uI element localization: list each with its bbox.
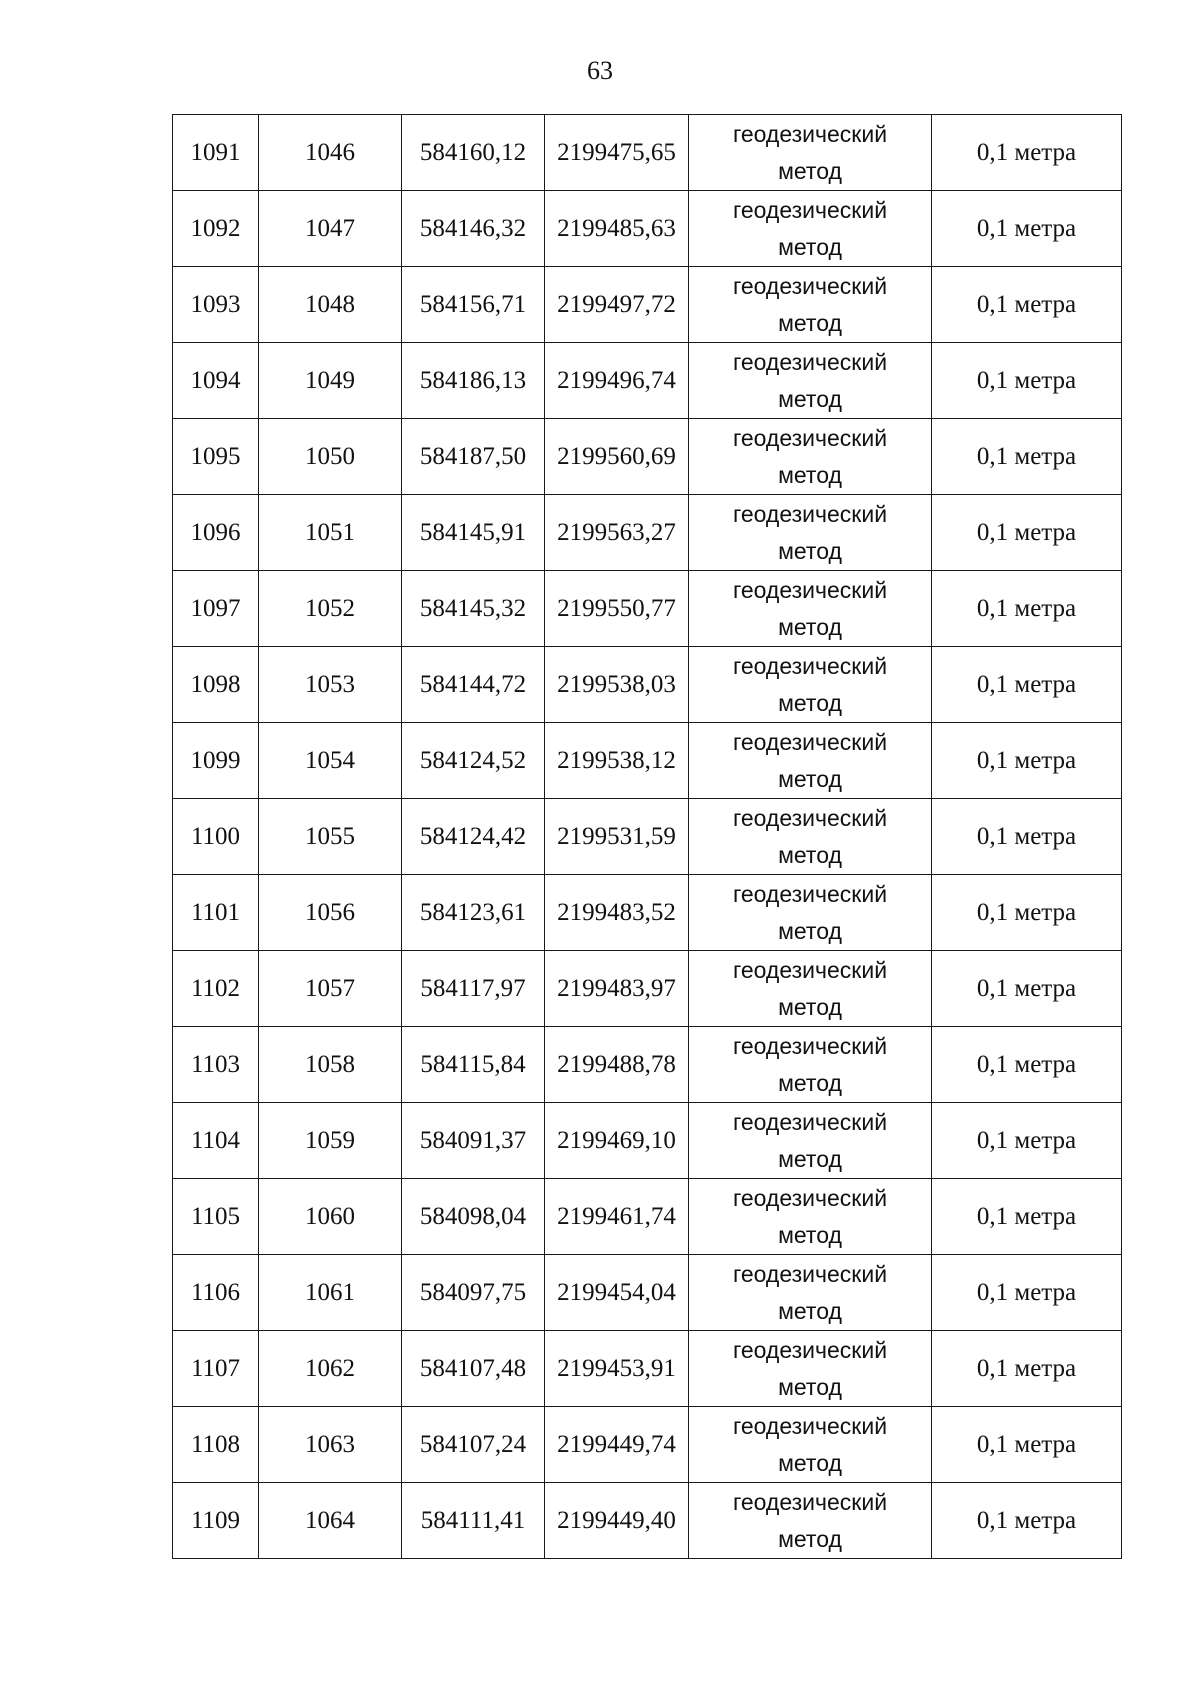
table-row [173,343,1122,419]
method-line-2: метод [778,1297,842,1324]
row-number-cell: 1104 [173,1103,259,1179]
method-cell [689,115,932,191]
table-row [173,1407,1122,1483]
point-number-cell: 1061 [259,1255,402,1331]
table-row [173,1331,1122,1407]
point-number-cell: 1059 [259,1103,402,1179]
accuracy-cell: 0,1 метра [932,1179,1122,1255]
y-coordinate-cell: 2199454,04 [545,1255,689,1331]
y-coordinate-cell: 2199449,40 [545,1483,689,1559]
y-coordinate-cell: 2199550,77 [545,571,689,647]
x-coordinate-cell: 584145,32 [402,571,545,647]
method-line-1: геодезический [732,196,888,223]
point-number-cell: 1058 [259,1027,402,1103]
accuracy-cell: 0,1 метра [932,1103,1122,1179]
method-line-1: геодезический [732,1184,888,1211]
accuracy-cell: 0,1 метра [932,191,1122,267]
row-number-cell: 1106 [173,1255,259,1331]
method-line-2: метод [778,461,842,488]
x-coordinate-cell: 584124,52 [402,723,545,799]
table-row [173,1103,1122,1179]
method-cell [689,1179,932,1255]
point-number-cell: 1057 [259,951,402,1027]
x-coordinate-cell: 584115,84 [402,1027,545,1103]
point-number-cell: 1053 [259,647,402,723]
table-row [173,495,1122,571]
y-coordinate-cell: 2199475,65 [545,115,689,191]
accuracy-cell: 0,1 метра [932,951,1122,1027]
method-line-1: геодезический [732,576,888,603]
method-line-1: геодезический [732,120,888,147]
table-row [173,1027,1122,1103]
method-cell [689,951,932,1027]
x-coordinate-cell: 584107,48 [402,1331,545,1407]
table-row [173,419,1122,495]
x-coordinate-cell: 584160,12 [402,115,545,191]
row-number-cell: 1094 [173,343,259,419]
accuracy-cell: 0,1 метра [932,1255,1122,1331]
y-coordinate-cell: 2199538,03 [545,647,689,723]
point-number-cell: 1046 [259,115,402,191]
point-number-cell: 1064 [259,1483,402,1559]
method-cell [689,343,932,419]
method-line-1: геодезический [732,1336,888,1363]
method-line-2: метод [778,613,842,640]
row-number-cell: 1097 [173,571,259,647]
method-line-2: метод [778,841,842,868]
page-number: 63 [587,56,613,85]
y-coordinate-cell: 2199538,12 [545,723,689,799]
method-line-2: метод [778,385,842,412]
y-coordinate-cell: 2199461,74 [545,1179,689,1255]
method-line-2: метод [778,1145,842,1172]
method-line-1: геодезический [732,652,888,679]
row-number-cell: 1091 [173,115,259,191]
row-number-cell: 1095 [173,419,259,495]
method-cell [689,571,932,647]
table-row [173,115,1122,191]
accuracy-cell: 0,1 метра [932,875,1122,951]
row-number-cell: 1109 [173,1483,259,1559]
method-line-1: геодезический [732,1260,888,1287]
method-cell [689,1331,932,1407]
row-number-cell: 1102 [173,951,259,1027]
y-coordinate-cell: 2199497,72 [545,267,689,343]
row-number-cell: 1098 [173,647,259,723]
method-cell [689,1407,932,1483]
x-coordinate-cell: 584146,32 [402,191,545,267]
y-coordinate-cell: 2199563,27 [545,495,689,571]
method-line-1: геодезический [732,1488,888,1515]
y-coordinate-cell: 2199453,91 [545,1331,689,1407]
accuracy-cell: 0,1 метра [932,1331,1122,1407]
accuracy-cell: 0,1 метра [932,799,1122,875]
method-cell [689,875,932,951]
x-coordinate-cell: 584145,91 [402,495,545,571]
row-number-cell: 1105 [173,1179,259,1255]
method-cell [689,799,932,875]
method-cell [689,1483,932,1559]
point-number-cell: 1052 [259,571,402,647]
x-coordinate-cell: 584111,41 [402,1483,545,1559]
method-line-1: геодезический [732,424,888,451]
method-line-1: геодезический [732,1032,888,1059]
method-cell [689,267,932,343]
point-number-cell: 1048 [259,267,402,343]
accuracy-cell: 0,1 метра [932,647,1122,723]
accuracy-cell: 0,1 метра [932,1027,1122,1103]
accuracy-cell: 0,1 метра [932,723,1122,799]
point-number-cell: 1050 [259,419,402,495]
method-cell [689,1103,932,1179]
row-number-cell: 1107 [173,1331,259,1407]
table-row [173,647,1122,723]
table-row [173,1483,1122,1559]
accuracy-cell: 0,1 метра [932,115,1122,191]
y-coordinate-cell: 2199531,59 [545,799,689,875]
method-line-1: геодезический [732,348,888,375]
method-line-2: метод [778,537,842,564]
accuracy-cell: 0,1 метра [932,571,1122,647]
table-row [173,267,1122,343]
point-number-cell: 1051 [259,495,402,571]
point-number-cell: 1062 [259,1331,402,1407]
point-number-cell: 1049 [259,343,402,419]
method-line-2: метод [778,1221,842,1248]
method-line-2: метод [778,233,842,260]
row-number-cell: 1093 [173,267,259,343]
method-line-2: метод [778,1525,842,1552]
method-cell [689,419,932,495]
y-coordinate-cell: 2199488,78 [545,1027,689,1103]
x-coordinate-cell: 584123,61 [402,875,545,951]
method-line-2: метод [778,917,842,944]
row-number-cell: 1092 [173,191,259,267]
y-coordinate-cell: 2199469,10 [545,1103,689,1179]
row-number-cell: 1100 [173,799,259,875]
accuracy-cell: 0,1 метра [932,1407,1122,1483]
row-number-cell: 1096 [173,495,259,571]
x-coordinate-cell: 584117,97 [402,951,545,1027]
method-line-2: метод [778,993,842,1020]
table-row [173,951,1122,1027]
table-row [173,723,1122,799]
coordinates-table [172,114,1122,1559]
y-coordinate-cell: 2199496,74 [545,343,689,419]
method-cell [689,1027,932,1103]
method-line-2: метод [778,157,842,184]
method-cell [689,495,932,571]
method-line-2: метод [778,1069,842,1096]
row-number-cell: 1103 [173,1027,259,1103]
method-line-2: метод [778,1373,842,1400]
point-number-cell: 1060 [259,1179,402,1255]
method-line-1: геодезический [732,1412,888,1439]
x-coordinate-cell: 584107,24 [402,1407,545,1483]
accuracy-cell: 0,1 метра [932,343,1122,419]
table-row [173,191,1122,267]
method-cell [689,723,932,799]
y-coordinate-cell: 2199483,97 [545,951,689,1027]
table-body [173,115,1122,1559]
y-coordinate-cell: 2199449,74 [545,1407,689,1483]
method-line-2: метод [778,765,842,792]
method-cell [689,647,932,723]
table-row [173,799,1122,875]
method-line-1: геодезический [732,728,888,755]
method-cell [689,191,932,267]
row-number-cell: 1099 [173,723,259,799]
row-number-cell: 1108 [173,1407,259,1483]
accuracy-cell: 0,1 метра [932,419,1122,495]
method-cell [689,1255,932,1331]
table-row [173,1179,1122,1255]
point-number-cell: 1055 [259,799,402,875]
point-number-cell: 1063 [259,1407,402,1483]
x-coordinate-cell: 584186,13 [402,343,545,419]
accuracy-cell: 0,1 метра [932,1483,1122,1559]
table-row [173,875,1122,951]
x-coordinate-cell: 584144,72 [402,647,545,723]
method-line-1: геодезический [732,956,888,983]
x-coordinate-cell: 584097,75 [402,1255,545,1331]
x-coordinate-cell: 584124,42 [402,799,545,875]
point-number-cell: 1056 [259,875,402,951]
point-number-cell: 1047 [259,191,402,267]
accuracy-cell: 0,1 метра [932,495,1122,571]
method-line-1: геодезический [732,272,888,299]
point-number-cell: 1054 [259,723,402,799]
accuracy-cell: 0,1 метра [932,267,1122,343]
x-coordinate-cell: 584187,50 [402,419,545,495]
table-row [173,571,1122,647]
method-line-2: метод [778,1449,842,1476]
y-coordinate-cell: 2199483,52 [545,875,689,951]
x-coordinate-cell: 584156,71 [402,267,545,343]
y-coordinate-cell: 2199560,69 [545,419,689,495]
y-coordinate-cell: 2199485,63 [545,191,689,267]
method-line-1: геодезический [732,804,888,831]
x-coordinate-cell: 584098,04 [402,1179,545,1255]
method-line-1: геодезический [732,1108,888,1135]
method-line-1: геодезический [732,500,888,527]
method-line-2: метод [778,689,842,716]
x-coordinate-cell: 584091,37 [402,1103,545,1179]
table-row [173,1255,1122,1331]
method-line-1: геодезический [732,880,888,907]
row-number-cell: 1101 [173,875,259,951]
method-line-2: метод [778,309,842,336]
